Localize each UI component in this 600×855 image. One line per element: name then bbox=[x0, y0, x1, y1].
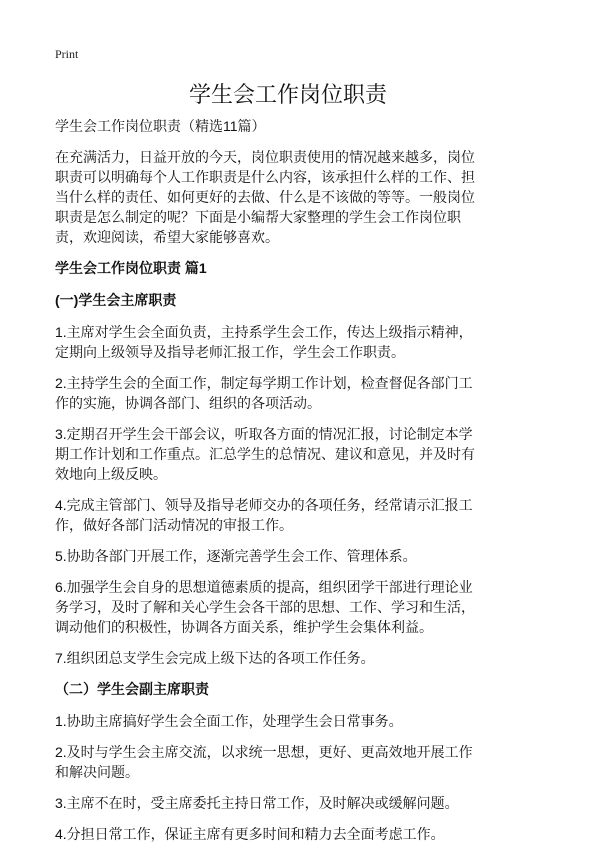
list-item: 3.定期召开学生会干部会议，听取各方面的情况汇报，讨论制定本学期工作计划和工作重点。汇总学生的总情况、建议和意见，并及时有效地向上级反映。 bbox=[55, 426, 475, 482]
list-item: 6.加强学生会自身的思想道德素质的提高，组织团学干部进行理论业务学习，及时了解和关心学生会各干部的思想、工作、学习和生活，调动他们的积极性，协调各方面关系，维护学生会集体利益。 bbox=[55, 579, 475, 635]
list-item: 2.主持学生会的全面工作，制定每学期工作计划，检查督促各部门工作的实施，协调各部门、组织的各项活动。 bbox=[55, 375, 473, 411]
page-title: 学生会工作岗位职责 bbox=[188, 82, 387, 107]
list-item: 5.协助各部门开展工作，逐渐完善学生会工作、管理体系。 bbox=[55, 548, 417, 564]
subsection-heading-vice-chairman: （二）学生会副主席职责 bbox=[55, 681, 209, 697]
subsection-heading-chairman: (一)学生会主席职责 bbox=[55, 292, 177, 308]
document-subtitle: 学生会工作岗位职责（精选11篇） bbox=[55, 118, 266, 134]
print-link[interactable]: Print bbox=[55, 47, 79, 61]
list-item: 1.主席对学生会全面负责，主持系学生会工作，传达上级指示精神，定期向上级领导及指导老师汇报工作，学生会工作职责。 bbox=[55, 324, 473, 360]
list-item: 1.协助主席搞好学生会全面工作，处理学生会日常事务。 bbox=[55, 713, 403, 729]
intro-paragraph: 在充满活力，日益开放的今天，岗位职责使用的情况越来越多，岗位职责可以明确每个人工作职责是什么内容，该承担什么样的工作、担当什么样的责任、如何更好的去做、什么是不该做的等等。一般岗位职责是怎么制定的呢？下面是小编帮大家整理的学生会工作岗位职责，欢迎阅读，希望大家能够喜欢。 bbox=[55, 149, 475, 245]
list-item: 3.主席不在时，受主席委托主持日常工作，及时解决或缓解问题。 bbox=[55, 795, 459, 811]
list-item: 7.组织团总支学生会完成上级下达的各项工作任务。 bbox=[55, 650, 375, 666]
list-item: 4.完成主管部门、领导及指导老师交办的各项任务，经常请示汇报工作，做好各部门活动情况的审报工作。 bbox=[55, 497, 473, 533]
section-heading: 学生会工作岗位职责 篇1 bbox=[55, 260, 207, 276]
document-body bbox=[55, 80, 481, 855]
list-item: 4.分担日常工作，保证主席有更多时间和精力去全面考虑工作。 bbox=[55, 826, 445, 842]
list-item: 2.及时与学生会主席交流，以求统一思想，更好、更高效地开展工作和解决问题。 bbox=[55, 744, 473, 780]
